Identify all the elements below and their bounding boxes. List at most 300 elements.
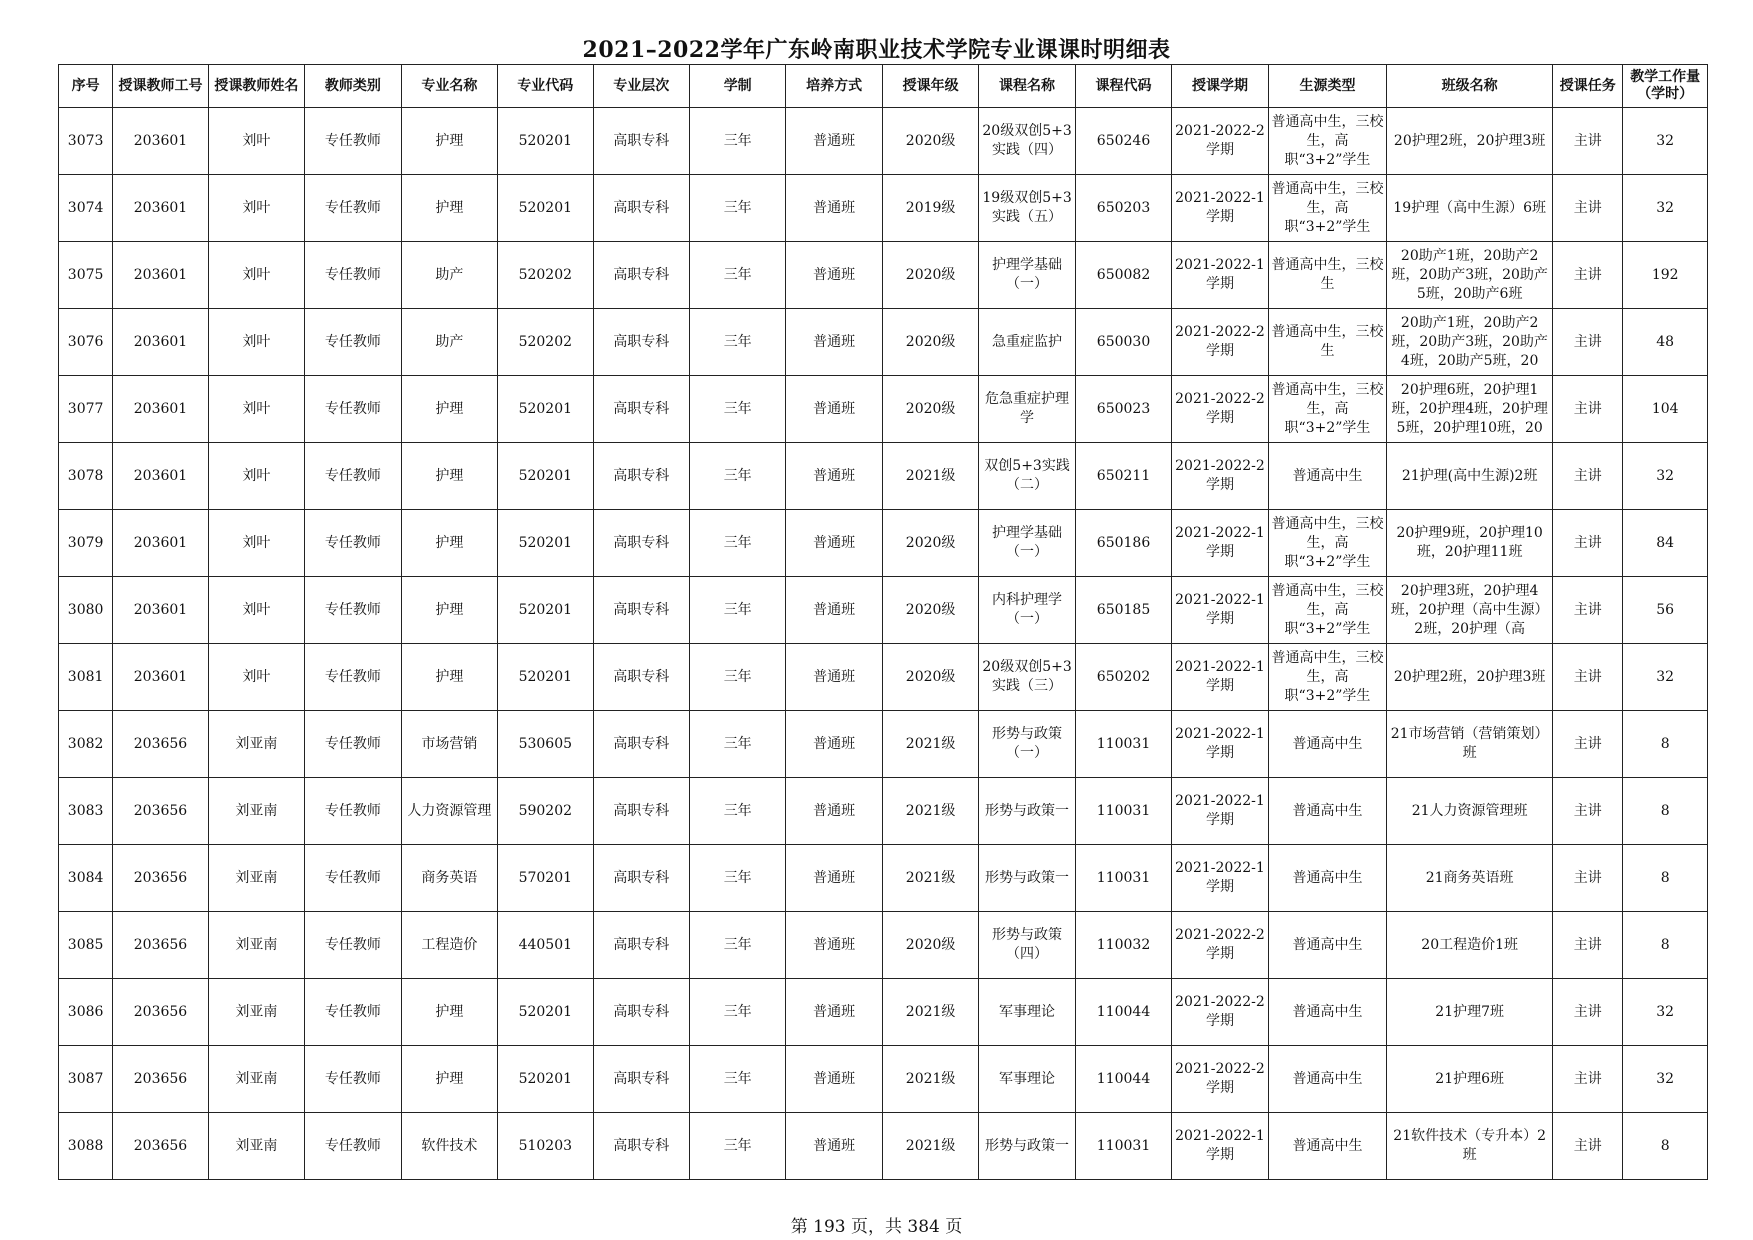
cell-text: 520201: [518, 534, 573, 551]
cell-text: 570201: [518, 869, 573, 886]
cell-text: 84: [1656, 534, 1675, 551]
table-cell: [305, 108, 401, 175]
cell-text: 2021级: [905, 1070, 956, 1087]
table-cell: [882, 711, 978, 778]
table-cell: [498, 443, 593, 510]
cell-text: 专任教师: [324, 936, 381, 953]
cell-text: 普通高中生: [1292, 869, 1363, 886]
cell-text: 3085: [67, 936, 104, 953]
cell-text: 刘亚南: [235, 869, 278, 886]
cell-text: 高职专科: [613, 266, 670, 283]
table-cell: [979, 644, 1075, 711]
table-cell: [1075, 1113, 1171, 1180]
table-cell: [1075, 443, 1171, 510]
table-cell: [1075, 979, 1171, 1046]
cell-text: 普通高中生: [1292, 735, 1363, 752]
cell-text: 主讲: [1573, 668, 1602, 685]
table-cell: [208, 912, 304, 979]
table-cell: [305, 309, 401, 376]
cell-text: 32: [1656, 467, 1675, 484]
table-cell: [208, 242, 304, 309]
table-cell: [786, 778, 882, 845]
cell-text: 普通班: [813, 467, 856, 484]
cell-text: 主讲: [1573, 802, 1602, 819]
table-cell: [1553, 778, 1623, 845]
cell-text: 520201: [518, 199, 573, 216]
table-cell: [593, 577, 689, 644]
cell-text: 三年: [723, 668, 752, 685]
cell-text: 三年: [723, 936, 752, 953]
cell-text: 高职专科: [613, 869, 670, 886]
table-cell: [113, 1046, 208, 1113]
cell-text: 护理学基础（一）: [992, 257, 1063, 292]
table-cell: [401, 1046, 497, 1113]
cell-text: 高职专科: [613, 1003, 670, 1020]
table-cell: [979, 175, 1075, 242]
table-cell: [689, 309, 785, 376]
table-cell: [1268, 108, 1387, 175]
table-cell: [59, 1046, 113, 1113]
table-row: [59, 912, 1708, 979]
cell-text: 普通班: [813, 668, 856, 685]
table-cell: [59, 912, 113, 979]
cell-text: 商务英语: [421, 869, 478, 886]
table-cell: [1387, 376, 1553, 443]
table-cell: [1387, 644, 1553, 711]
cell-text: 普通班: [813, 601, 856, 618]
cell-text: 203601: [133, 534, 188, 551]
column-header: 课程代码: [1075, 65, 1171, 108]
cell-text: 2021-2022-2学期: [1175, 994, 1265, 1029]
cell-text: 刘叶: [242, 333, 271, 350]
table-cell: [882, 778, 978, 845]
cell-text: 3079: [67, 534, 104, 551]
table-cell: [208, 577, 304, 644]
cell-text: 3088: [67, 1137, 104, 1154]
cell-text: 危急重症护理学: [985, 391, 1070, 426]
cell-text: 普通高中生，三校生，高职“3+2”学生: [1271, 515, 1384, 570]
table-cell: [498, 778, 593, 845]
table-cell: [593, 1046, 689, 1113]
table-cell: [1268, 443, 1387, 510]
cell-text: 520201: [518, 132, 573, 149]
cell-text: 3078: [67, 467, 104, 484]
table-cell: [593, 711, 689, 778]
table-cell: [1623, 510, 1708, 577]
cell-text: 110031: [1096, 802, 1151, 819]
cell-text: 21护理6班: [1435, 1070, 1505, 1087]
table-row: [59, 309, 1708, 376]
cell-text: 203656: [133, 1137, 188, 1154]
column-header: 教学工作量（学时）: [1623, 65, 1708, 108]
table-cell: [1268, 376, 1387, 443]
cell-text: 203656: [133, 936, 188, 953]
column-header: 授课年级: [882, 65, 978, 108]
cell-text: 助产: [435, 333, 464, 350]
table-cell: [882, 1046, 978, 1113]
column-header: 学制: [689, 65, 785, 108]
cell-text: 普通高中生，三校生，高职“3+2”学生: [1271, 381, 1384, 436]
cell-text: 高职专科: [613, 400, 670, 417]
cell-text: 21商务英语班: [1425, 869, 1514, 886]
cell-text: 普通高中生: [1292, 1137, 1363, 1154]
cell-text: 三年: [723, 199, 752, 216]
table-cell: [786, 1046, 882, 1113]
cell-text: 普通班: [813, 735, 856, 752]
table-cell: [305, 778, 401, 845]
cell-text: 普通高中生，三校生，高职“3+2”学生: [1271, 180, 1384, 235]
cell-text: 普通班: [813, 1137, 856, 1154]
cell-text: 军事理论: [999, 1070, 1056, 1087]
table-cell: [113, 510, 208, 577]
table-cell: [786, 309, 882, 376]
table-row: [59, 845, 1708, 912]
table-cell: [1075, 175, 1171, 242]
table-cell: [113, 175, 208, 242]
table-cell: [208, 376, 304, 443]
column-header: 授课任务: [1553, 65, 1623, 108]
cell-text: 2021级: [905, 1003, 956, 1020]
table-cell: [208, 778, 304, 845]
table-cell: [1623, 175, 1708, 242]
table-cell: [1172, 711, 1268, 778]
table-cell: [1075, 845, 1171, 912]
table-cell: [689, 1113, 785, 1180]
table-cell: [689, 510, 785, 577]
cell-text: 三年: [723, 802, 752, 819]
cell-text: 2020级: [905, 132, 956, 149]
table-cell: [979, 577, 1075, 644]
table-cell: [208, 510, 304, 577]
cell-text: 21软件技术（专升本）2班: [1393, 1128, 1547, 1163]
cell-text: 刘叶: [242, 132, 271, 149]
cell-text: 21护理(高中生源)2班: [1401, 467, 1538, 484]
column-header: 授课教师工号: [113, 65, 208, 108]
cell-text: 20工程造价1班: [1421, 936, 1519, 953]
table-cell: [689, 376, 785, 443]
cell-text: 主讲: [1573, 1003, 1602, 1020]
cell-text: 203656: [133, 869, 188, 886]
table-cell: [593, 845, 689, 912]
table-cell: [593, 1113, 689, 1180]
table-cell: [882, 175, 978, 242]
table-cell: [1075, 376, 1171, 443]
cell-text: 510203: [518, 1137, 573, 1154]
cell-text: 203656: [133, 802, 188, 819]
table-cell: [689, 175, 785, 242]
cell-text: 主讲: [1573, 467, 1602, 484]
table-cell: [305, 711, 401, 778]
cell-text: 三年: [723, 333, 752, 350]
table-row: [59, 443, 1708, 510]
cell-text: 普通高中生，三校生: [1271, 324, 1384, 359]
table-cell: [305, 242, 401, 309]
table-cell: [498, 979, 593, 1046]
cell-text: 20护理9班，20护理10班，20护理11班: [1396, 525, 1543, 560]
cell-text: 8: [1660, 1137, 1670, 1154]
table-cell: [1387, 443, 1553, 510]
cell-text: 护理: [435, 1003, 464, 1020]
cell-text: 普通高中生: [1292, 936, 1363, 953]
table-cell: [1075, 577, 1171, 644]
cell-text: 三年: [723, 400, 752, 417]
table-cell: [498, 510, 593, 577]
cell-text: 203601: [133, 132, 188, 149]
cell-text: 主讲: [1573, 266, 1602, 283]
table-cell: [1553, 1046, 1623, 1113]
course-hours-table: [58, 64, 1708, 1180]
cell-text: 21市场营销（营销策划）班: [1390, 726, 1549, 761]
table-cell: [593, 979, 689, 1046]
cell-text: 高职专科: [613, 467, 670, 484]
table-cell: [1268, 577, 1387, 644]
table-cell: [1553, 845, 1623, 912]
table-cell: [689, 577, 785, 644]
cell-text: 203601: [133, 266, 188, 283]
cell-text: 650023: [1096, 400, 1151, 417]
table-cell: [979, 242, 1075, 309]
table-cell: [208, 108, 304, 175]
table-cell: [59, 175, 113, 242]
cell-text: 主讲: [1573, 1137, 1602, 1154]
table-cell: [1075, 912, 1171, 979]
cell-text: 主讲: [1573, 869, 1602, 886]
table-cell: [401, 644, 497, 711]
cell-text: 人力资源管理: [407, 802, 492, 819]
cell-text: 刘亚南: [235, 1137, 278, 1154]
table-cell: [113, 108, 208, 175]
cell-text: 2021-2022-1学期: [1175, 592, 1265, 627]
table-cell: [208, 644, 304, 711]
table-cell: [113, 376, 208, 443]
table-cell: [979, 309, 1075, 376]
cell-text: 刘叶: [242, 668, 271, 685]
table-cell: [882, 644, 978, 711]
table-cell: [1268, 979, 1387, 1046]
table-cell: [1075, 644, 1171, 711]
table-cell: [113, 1113, 208, 1180]
cell-text: 32: [1656, 132, 1675, 149]
table-row: [59, 711, 1708, 778]
cell-text: 650203: [1096, 199, 1151, 216]
cell-text: 2020级: [905, 400, 956, 417]
cell-text: 软件技术: [421, 1137, 478, 1154]
cell-text: 主讲: [1573, 534, 1602, 551]
cell-text: 普通班: [813, 534, 856, 551]
table-cell: [1268, 1046, 1387, 1113]
cell-text: 助产: [435, 266, 464, 283]
cell-text: 2020级: [905, 534, 956, 551]
cell-text: 2021级: [905, 467, 956, 484]
table-cell: [1172, 309, 1268, 376]
table-cell: [208, 175, 304, 242]
cell-text: 20级双创5+3实践（四）: [982, 123, 1072, 158]
table-cell: [786, 711, 882, 778]
cell-text: 主讲: [1573, 1070, 1602, 1087]
cell-text: 护理: [435, 601, 464, 618]
cell-text: 主讲: [1573, 735, 1602, 752]
table-cell: [1172, 1113, 1268, 1180]
cell-text: 专任教师: [324, 869, 381, 886]
cell-text: 520201: [518, 467, 573, 484]
cell-text: 三年: [723, 1137, 752, 1154]
table-cell: [1387, 711, 1553, 778]
table-row: [59, 778, 1708, 845]
table-cell: [113, 644, 208, 711]
table-cell: [1172, 577, 1268, 644]
cell-text: 专任教师: [324, 668, 381, 685]
table-row: [59, 644, 1708, 711]
cell-text: 203601: [133, 333, 188, 350]
table-cell: [498, 175, 593, 242]
table-cell: [305, 912, 401, 979]
cell-text: 2019级: [905, 199, 956, 216]
table-cell: [59, 711, 113, 778]
table-cell: [498, 309, 593, 376]
cell-text: 普通班: [813, 266, 856, 283]
table-cell: [498, 376, 593, 443]
table-cell: [1172, 644, 1268, 711]
cell-text: 2021-2022-1学期: [1175, 525, 1265, 560]
table-cell: [1075, 108, 1171, 175]
cell-text: 急重症监护: [992, 333, 1063, 350]
table-cell: [689, 711, 785, 778]
table-cell: [593, 108, 689, 175]
table-cell: [882, 108, 978, 175]
cell-text: 20级双创5+3实践（三）: [982, 659, 1072, 694]
table-cell: [786, 443, 882, 510]
cell-text: 市场营销: [421, 735, 478, 752]
table-cell: [498, 1046, 593, 1113]
table-cell: [593, 510, 689, 577]
table-cell: [593, 778, 689, 845]
cell-text: 110032: [1096, 936, 1151, 953]
cell-text: 20护理2班，20护理3班: [1393, 668, 1546, 685]
cell-text: 2021-2022-1学期: [1175, 860, 1265, 895]
cell-text: 主讲: [1573, 333, 1602, 350]
table-cell: [882, 242, 978, 309]
cell-text: 8: [1660, 802, 1670, 819]
cell-text: 护理: [435, 132, 464, 149]
cell-text: 普通班: [813, 1003, 856, 1020]
cell-text: 高职专科: [613, 333, 670, 350]
cell-text: 32: [1656, 1070, 1675, 1087]
table-cell: [1075, 711, 1171, 778]
cell-text: 普通高中生: [1292, 1003, 1363, 1020]
table-cell: [1172, 979, 1268, 1046]
column-header: 教师类别: [305, 65, 401, 108]
table-cell: [1075, 510, 1171, 577]
table-cell: [1075, 1046, 1171, 1113]
cell-text: 650202: [1096, 668, 1151, 685]
table-cell: [882, 510, 978, 577]
table-cell: [1387, 108, 1553, 175]
table-cell: [401, 309, 497, 376]
cell-text: 刘叶: [242, 534, 271, 551]
cell-text: 护理: [435, 668, 464, 685]
table-cell: [1623, 1046, 1708, 1113]
cell-text: 3073: [67, 132, 104, 149]
table-cell: [401, 845, 497, 912]
table-cell: [1268, 242, 1387, 309]
table-cell: [113, 845, 208, 912]
cell-text: 20助产1班，20助产2班，20助产3班，20助产4班，20助产5班，20: [1391, 314, 1548, 369]
table-cell: [979, 1113, 1075, 1180]
cell-text: 普通班: [813, 936, 856, 953]
table-cell: [1268, 778, 1387, 845]
cell-text: 高职专科: [613, 601, 670, 618]
table-cell: [305, 644, 401, 711]
cell-text: 32: [1656, 1003, 1675, 1020]
cell-text: 三年: [723, 467, 752, 484]
table-row: [59, 510, 1708, 577]
cell-text: 8: [1660, 735, 1670, 752]
table-cell: [1387, 309, 1553, 376]
cell-text: 650030: [1096, 333, 1151, 350]
page-title: 2021–2022学年广东岭南职业技术学院专业课课时明细表: [582, 37, 1171, 63]
table-cell: [1172, 778, 1268, 845]
table-row: [59, 376, 1708, 443]
table-cell: [689, 912, 785, 979]
table-cell: [498, 108, 593, 175]
cell-text: 三年: [723, 601, 752, 618]
table-cell: [979, 845, 1075, 912]
table-cell: [208, 1113, 304, 1180]
table-cell: [1623, 108, 1708, 175]
cell-text: 普通班: [813, 1070, 856, 1087]
cell-text: 普通高中生，三校生: [1271, 257, 1384, 292]
cell-text: 650186: [1096, 534, 1151, 551]
cell-text: 形势与政策（四）: [992, 927, 1063, 962]
cell-text: 110044: [1096, 1003, 1151, 1020]
table-row: [59, 577, 1708, 644]
cell-text: 520201: [518, 668, 573, 685]
table-cell: [882, 1113, 978, 1180]
cell-text: 军事理论: [999, 1003, 1056, 1020]
cell-text: 普通高中生，三校生，高职“3+2”学生: [1271, 582, 1384, 637]
cell-text: 专任教师: [324, 1003, 381, 1020]
table-cell: [305, 845, 401, 912]
table-cell: [208, 309, 304, 376]
cell-text: 2021级: [905, 735, 956, 752]
table-cell: [305, 175, 401, 242]
cell-text: 32: [1656, 668, 1675, 685]
cell-text: 专任教师: [324, 199, 381, 216]
table-cell: [401, 510, 497, 577]
table-cell: [498, 912, 593, 979]
cell-text: 20护理2班，20护理3班: [1393, 132, 1546, 149]
table-row: [59, 175, 1708, 242]
cell-text: 203601: [133, 668, 188, 685]
table-cell: [689, 845, 785, 912]
cell-text: 专任教师: [324, 735, 381, 752]
cell-text: 高职专科: [613, 1070, 670, 1087]
column-header: 专业代码: [498, 65, 593, 108]
table-cell: [1553, 1113, 1623, 1180]
cell-text: 高职专科: [613, 534, 670, 551]
cell-text: 590202: [518, 802, 573, 819]
cell-text: 520201: [518, 1070, 573, 1087]
table-cell: [979, 108, 1075, 175]
table-cell: [1172, 845, 1268, 912]
cell-text: 刘叶: [242, 266, 271, 283]
table-cell: [1387, 778, 1553, 845]
cell-text: 普通高中生: [1292, 802, 1363, 819]
cell-text: 主讲: [1573, 936, 1602, 953]
table-cell: [1623, 309, 1708, 376]
table-cell: [401, 443, 497, 510]
table-cell: [113, 309, 208, 376]
